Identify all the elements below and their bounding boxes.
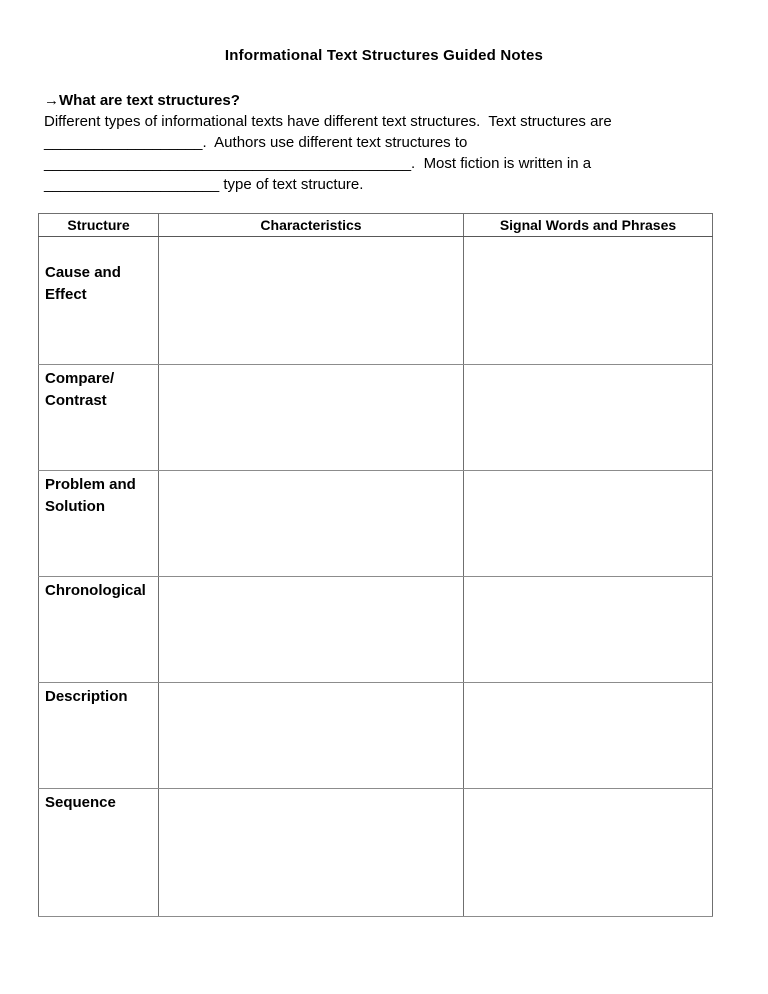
row-label-line: Compare/: [45, 370, 115, 387]
row-label-sequence: [39, 789, 159, 917]
row-label-cause-effect: [39, 237, 159, 365]
table-row-chronological: [39, 577, 713, 683]
row-label-line: Solution: [45, 498, 105, 515]
signal-words-cell: [464, 683, 713, 789]
signal-words-cell: [464, 237, 713, 365]
table-header-row: [39, 214, 713, 237]
row-label-line: Contrast: [45, 392, 107, 409]
intro-heading: →What are text structures?: [44, 92, 240, 109]
intro-line-3-blank: ____________________________________________. Most fiction is written in a: [44, 155, 592, 172]
characteristics-cell: [159, 577, 464, 683]
table-row-cause-effect: [39, 237, 713, 365]
characteristics-cell: [159, 789, 464, 917]
row-label-line: Chronological: [45, 582, 146, 599]
column-header-characteristics: Characteristics: [159, 214, 464, 237]
row-label-problem-solution: [39, 471, 159, 577]
characteristics-cell: [159, 237, 464, 365]
intro-line-2-blank: ___________________. Authors use different text structures to: [44, 134, 468, 151]
row-label-line: Description: [45, 688, 128, 705]
page-title: Informational Text Structures Guided Notes: [224, 47, 544, 64]
characteristics-cell: [159, 471, 464, 577]
column-header-structure: Structure: [39, 214, 159, 237]
table-row-sequence: [39, 789, 713, 917]
column-header-signal-words: Signal Words and Phrases: [464, 214, 713, 237]
row-label-description: [39, 683, 159, 789]
text-structures-table: [38, 213, 713, 917]
signal-words-cell: [464, 789, 713, 917]
row-label-line: Cause and: [45, 264, 121, 281]
signal-words-cell: [464, 471, 713, 577]
row-label-line: Effect: [45, 286, 87, 303]
row-label-compare-contrast: [39, 365, 159, 471]
intro-line-4-blank: _____________________ type of text structure.: [44, 176, 364, 193]
row-label-line: Sequence: [45, 794, 116, 811]
row-label-chronological: [39, 577, 159, 683]
intro-line-1: Different types of informational texts have different text structures. Text structures are: [44, 113, 612, 130]
characteristics-cell: [159, 683, 464, 789]
table-row-description: [39, 683, 713, 789]
characteristics-cell: [159, 365, 464, 471]
intro-section: [44, 90, 738, 195]
table-row-problem-solution: [39, 471, 713, 577]
table-row-compare-contrast: [39, 365, 713, 471]
signal-words-cell: [464, 577, 713, 683]
signal-words-cell: [464, 365, 713, 471]
row-label-line: Problem and: [45, 476, 136, 493]
